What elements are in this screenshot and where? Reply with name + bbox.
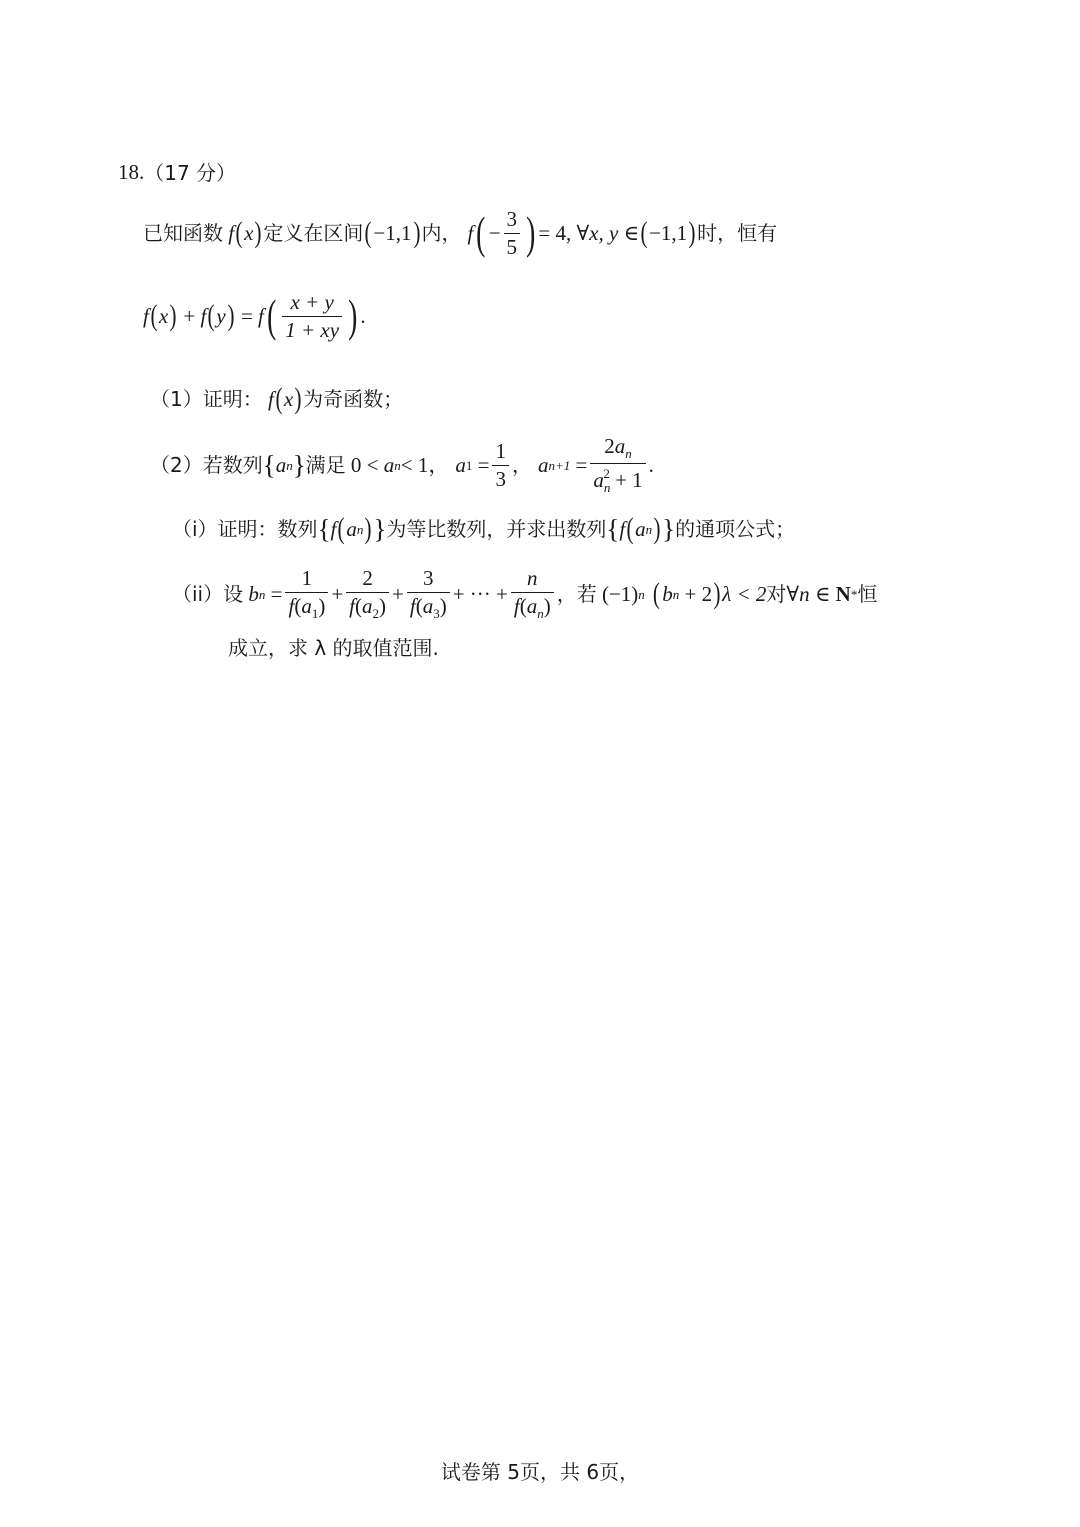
ellipsis: + ··· + xyxy=(452,581,508,606)
interval-value: −1,1 xyxy=(373,220,412,245)
stem-text: 时，恒有 xyxy=(697,221,778,245)
fraction-recurrence: $\frac{2a_n}{a_n^2 + 1}$ xyxy=(590,436,645,494)
stem-text: 内， xyxy=(421,221,462,245)
part-2-ii-continued xyxy=(228,638,439,658)
fraction-x-plus-y: $\frac{x + y}{1 + xy}$ xyxy=(282,292,342,341)
part-label: （i） xyxy=(172,517,218,541)
part-text: 证明：数列 xyxy=(217,517,318,541)
stem-line-1: 已知函数 f ( x ) 定义在区间 ( −1,1 ) 内， f ( − $\frac{3}{5}$ ) = 4, ∀ x, y ∈ ( −1,1 ) 时，恒有 xyxy=(143,206,778,259)
part-text: 证明： xyxy=(202,387,263,411)
fraction-one-third: $\frac{1}{3}$ xyxy=(492,441,509,490)
part-text: 满足 xyxy=(305,453,346,477)
part-2-ii: （ii） 设 b n = $\frac{1}{f(a_1)}$ + $\frac{2}{f(a_2)}$ + $\frac{3}{f(a_3)}$ + ··· + $\frac{n}{f(a_n)}$ ，若 (−1) n ( b n + 2 ) λ < 2 对 ∀n ∈ N * 恒 xyxy=(172,566,878,621)
natural-numbers-symbol: N xyxy=(835,581,851,606)
question-points: （17 分） xyxy=(144,160,237,185)
part-label: （2） xyxy=(150,453,203,477)
part-text: 的通项公式； xyxy=(675,517,796,541)
part-text: 为等比数列，并求出数列 xyxy=(386,517,607,541)
part-text: 若数列 xyxy=(202,453,263,477)
functional-equation: f ( x ) + f ( y ) = f ( $\frac{x + y}{1 + xy}$ ) . xyxy=(143,289,366,342)
condition-vars: x, y ∈ xyxy=(589,220,640,245)
stem-text: 定义在区间 xyxy=(263,221,364,245)
part-2-i: （i） 证明：数列 { f ( a n ) } 为等比数列，并求出数列 { f ( a n ) } 的通项公式； xyxy=(172,512,796,545)
part-text: 为奇函数； xyxy=(303,387,404,411)
fraction-neg-three-fifths: $\frac{3}{5}$ xyxy=(504,209,521,258)
page-footer xyxy=(0,1456,1080,1485)
inequality-end: < 1， xyxy=(400,452,450,477)
part-label: （ii） xyxy=(172,582,224,606)
part-2: （2） 若数列 { a n } 满足 0 < a n < 1， a 1 = $\frac{1}{3}$ ， a n+1 = $\frac{2a_n}{a_n^2 + 1}$ . xyxy=(150,434,654,495)
part-text: ，若 xyxy=(556,582,597,606)
part-text: 恒 xyxy=(857,582,878,606)
f-value: = 4, ∀ xyxy=(538,220,590,245)
part-text: 成立，求 λ 的取值范围. xyxy=(228,636,439,660)
part-text: 对 xyxy=(766,582,787,606)
question-number: 18. xyxy=(118,160,145,184)
sum-term-2: $\frac{2}{f(a_2)}$ xyxy=(346,568,389,620)
footer-text: 试卷第 5页，共 6页， xyxy=(440,1460,640,1484)
sum-term-1: $\frac{1}{f(a_1)}$ xyxy=(285,568,328,620)
stem-text: 已知函数 xyxy=(143,221,223,245)
question-header xyxy=(118,162,236,183)
sum-term-3: $\frac{3}{f(a_3)}$ xyxy=(407,568,450,620)
part-text: 设 xyxy=(223,582,244,606)
part-label: （1） xyxy=(150,387,203,411)
part-1: （1） 证明： f ( x ) 为奇函数； xyxy=(150,382,404,415)
sum-term-n: $\frac{n}{f(a_n)}$ xyxy=(511,568,554,620)
